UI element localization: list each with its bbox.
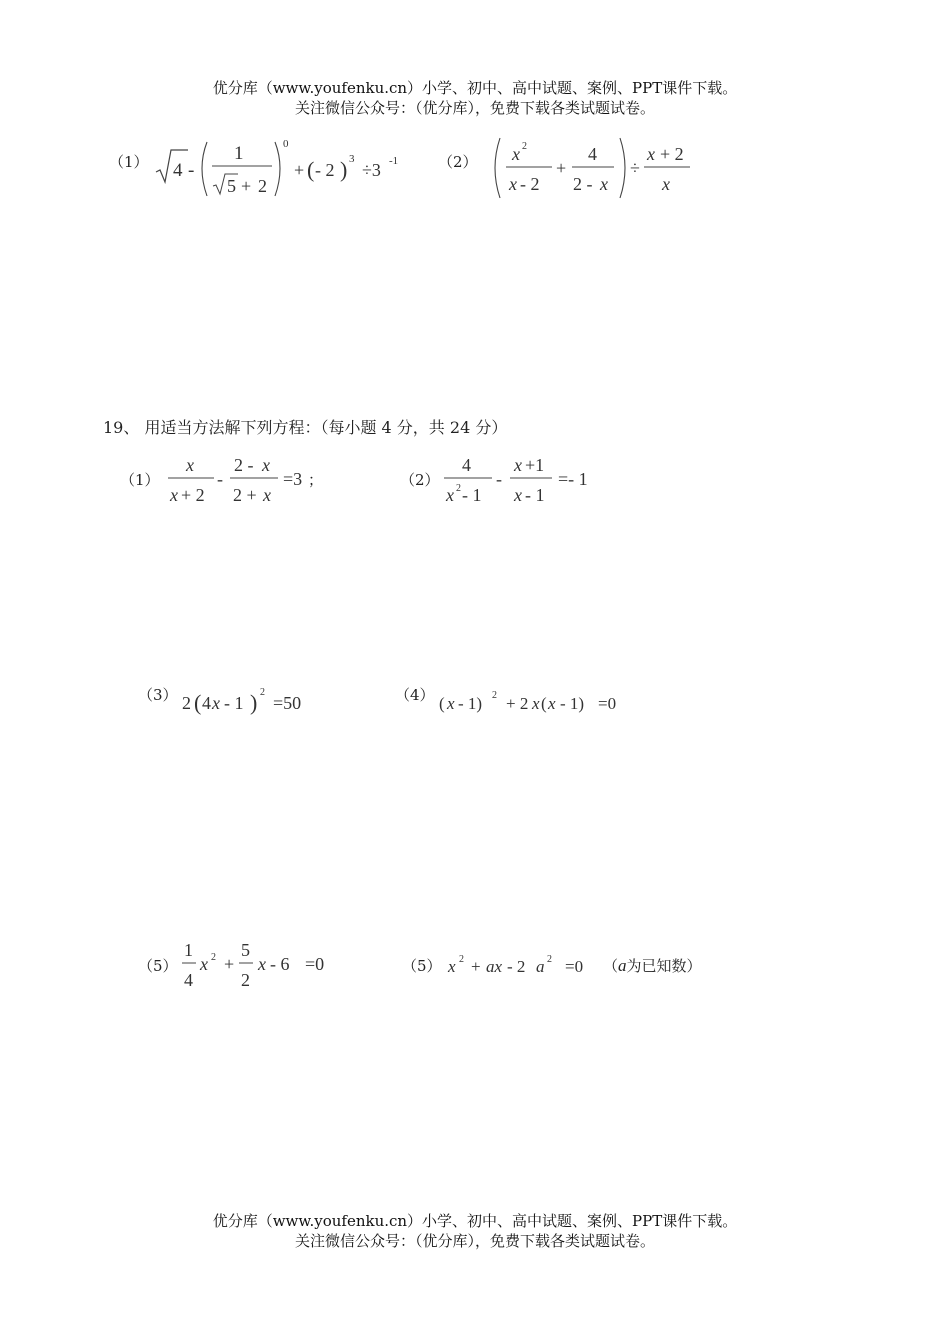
svg-text:+: +	[294, 160, 305, 180]
svg-text:5: 5	[227, 176, 236, 196]
q19-4-equation	[436, 686, 646, 720]
q18-1-expression	[150, 132, 410, 204]
svg-text:2: 2	[547, 954, 552, 965]
svg-text:2: 2	[260, 687, 265, 698]
svg-text:1: 1	[234, 143, 244, 164]
svg-text:4: 4	[173, 160, 183, 181]
footer-line-1: 优分库（www.youfenku.cn）小学、初中、高中试题、案例、PPT课件下载。	[212, 1212, 738, 1230]
svg-text:(: (	[307, 157, 315, 182]
svg-text:-1: -1	[389, 155, 399, 167]
svg-text:2: 2	[211, 952, 216, 963]
svg-text:2: 2	[182, 693, 191, 713]
q19-5-label: （5）	[138, 957, 178, 975]
footer-line-2: 关注微信公众号：（优分库），免费下载各类试题试卷。	[294, 1232, 655, 1250]
svg-text:- 2: - 2	[507, 957, 526, 976]
svg-text:- 1: - 1	[525, 485, 545, 505]
svg-text:): )	[250, 690, 258, 715]
svg-text:=3: =3	[283, 469, 303, 489]
q19-2-equation	[440, 450, 610, 512]
svg-text:=0: =0	[305, 954, 325, 974]
q19-1-tail: ；	[308, 471, 324, 489]
svg-text:2 +: 2 +	[233, 485, 257, 505]
svg-text:-: -	[217, 469, 223, 489]
q19-6-note-var: a	[618, 956, 627, 975]
q19-title: 19、 用适当方法解下列方程：（每小题 4 分，共 24 分）	[103, 418, 508, 437]
svg-text:+: +	[556, 158, 567, 178]
header-line-2: 关注微信公众号：（优分库），免费下载各类试题试卷。	[294, 99, 655, 117]
svg-text:=50: =50	[273, 693, 302, 713]
svg-text:2: 2	[456, 483, 461, 494]
svg-text:x: x	[212, 693, 220, 713]
svg-text:- 1): - 1)	[458, 694, 483, 713]
svg-text:x: x	[647, 144, 655, 164]
q18-2-label: （2）	[438, 153, 478, 171]
svg-text:x: x	[200, 954, 208, 974]
svg-text:x: x	[186, 455, 194, 475]
q19-3-equation	[180, 680, 330, 720]
svg-text:x: x	[509, 174, 517, 194]
svg-text:+: +	[224, 954, 235, 974]
svg-text:ax: ax	[486, 957, 503, 976]
svg-text:x: x	[548, 694, 556, 713]
svg-text:4: 4	[184, 970, 193, 990]
svg-text:2: 2	[492, 690, 497, 701]
svg-text:- 2: - 2	[520, 174, 540, 194]
svg-text:(: (	[194, 690, 202, 715]
svg-text:÷3: ÷3	[362, 160, 381, 180]
svg-text:- 1: - 1	[462, 485, 482, 505]
svg-text:(: (	[541, 694, 547, 713]
svg-text:x: x	[446, 485, 454, 505]
q19-1-equation	[162, 450, 332, 512]
svg-text:÷: ÷	[630, 158, 640, 178]
svg-text:-: -	[496, 469, 502, 489]
svg-text:- 6: - 6	[270, 954, 290, 974]
svg-text:4: 4	[462, 455, 471, 475]
svg-text:): )	[340, 157, 348, 182]
q18-1-label: （1）	[109, 153, 149, 171]
svg-text:5: 5	[241, 940, 250, 960]
svg-text:x: x	[262, 455, 270, 475]
q19-5-equation	[180, 934, 350, 994]
svg-text:4: 4	[588, 144, 597, 164]
svg-text:=- 1: =- 1	[558, 469, 588, 489]
q19-6-note	[603, 955, 702, 976]
svg-text:- 1: - 1	[224, 693, 244, 713]
svg-text:2: 2	[459, 954, 464, 965]
svg-text:x: x	[170, 485, 178, 505]
svg-text:2: 2	[258, 176, 267, 196]
svg-text:x: x	[514, 455, 522, 475]
svg-text:x: x	[448, 957, 456, 976]
q19-4-label: （4）	[395, 686, 435, 704]
q19-6-note-rest: 为已知数）	[626, 957, 702, 975]
svg-text:2 -: 2 -	[573, 174, 593, 194]
q19-3-label: （3）	[138, 686, 178, 704]
q19-6-equation	[444, 950, 614, 984]
svg-text:- 2: - 2	[315, 160, 335, 180]
q19-6-label: （5）	[402, 957, 442, 975]
svg-text:+: +	[471, 957, 481, 976]
svg-text:=0: =0	[565, 957, 584, 976]
svg-text:2 -: 2 -	[234, 455, 254, 475]
svg-text:-: -	[188, 160, 195, 181]
svg-text:x: x	[514, 485, 522, 505]
svg-text:2: 2	[241, 970, 250, 990]
svg-text:x: x	[532, 694, 540, 713]
svg-text:0: 0	[283, 138, 289, 150]
svg-text:2: 2	[522, 141, 527, 152]
q19-2-label: （2）	[400, 471, 440, 489]
svg-text:3: 3	[349, 153, 355, 165]
svg-text:+ 2: + 2	[660, 144, 684, 164]
svg-text:a: a	[536, 957, 545, 976]
svg-text:(: (	[439, 694, 445, 713]
svg-text:x: x	[263, 485, 271, 505]
svg-text:x: x	[600, 174, 608, 194]
svg-text:x: x	[447, 694, 455, 713]
svg-text:+ 2: + 2	[181, 485, 205, 505]
svg-text:x: x	[662, 174, 670, 194]
q18-2-expression	[492, 132, 712, 204]
svg-text:+: +	[241, 176, 252, 196]
svg-text:1: 1	[184, 940, 193, 960]
svg-text:+1: +1	[525, 455, 545, 475]
svg-text:- 1): - 1)	[560, 694, 585, 713]
svg-text:x: x	[512, 144, 520, 164]
svg-text:4: 4	[202, 693, 211, 713]
q19-1-label: （1）	[120, 471, 160, 489]
svg-text:+ 2: + 2	[506, 694, 529, 713]
svg-text:=0: =0	[598, 694, 617, 713]
header-line-1: 优分库（www.youfenku.cn）小学、初中、高中试题、案例、PPT课件下载。	[212, 79, 738, 97]
q19-6-note-open: （	[603, 957, 619, 975]
svg-text:x: x	[258, 954, 266, 974]
